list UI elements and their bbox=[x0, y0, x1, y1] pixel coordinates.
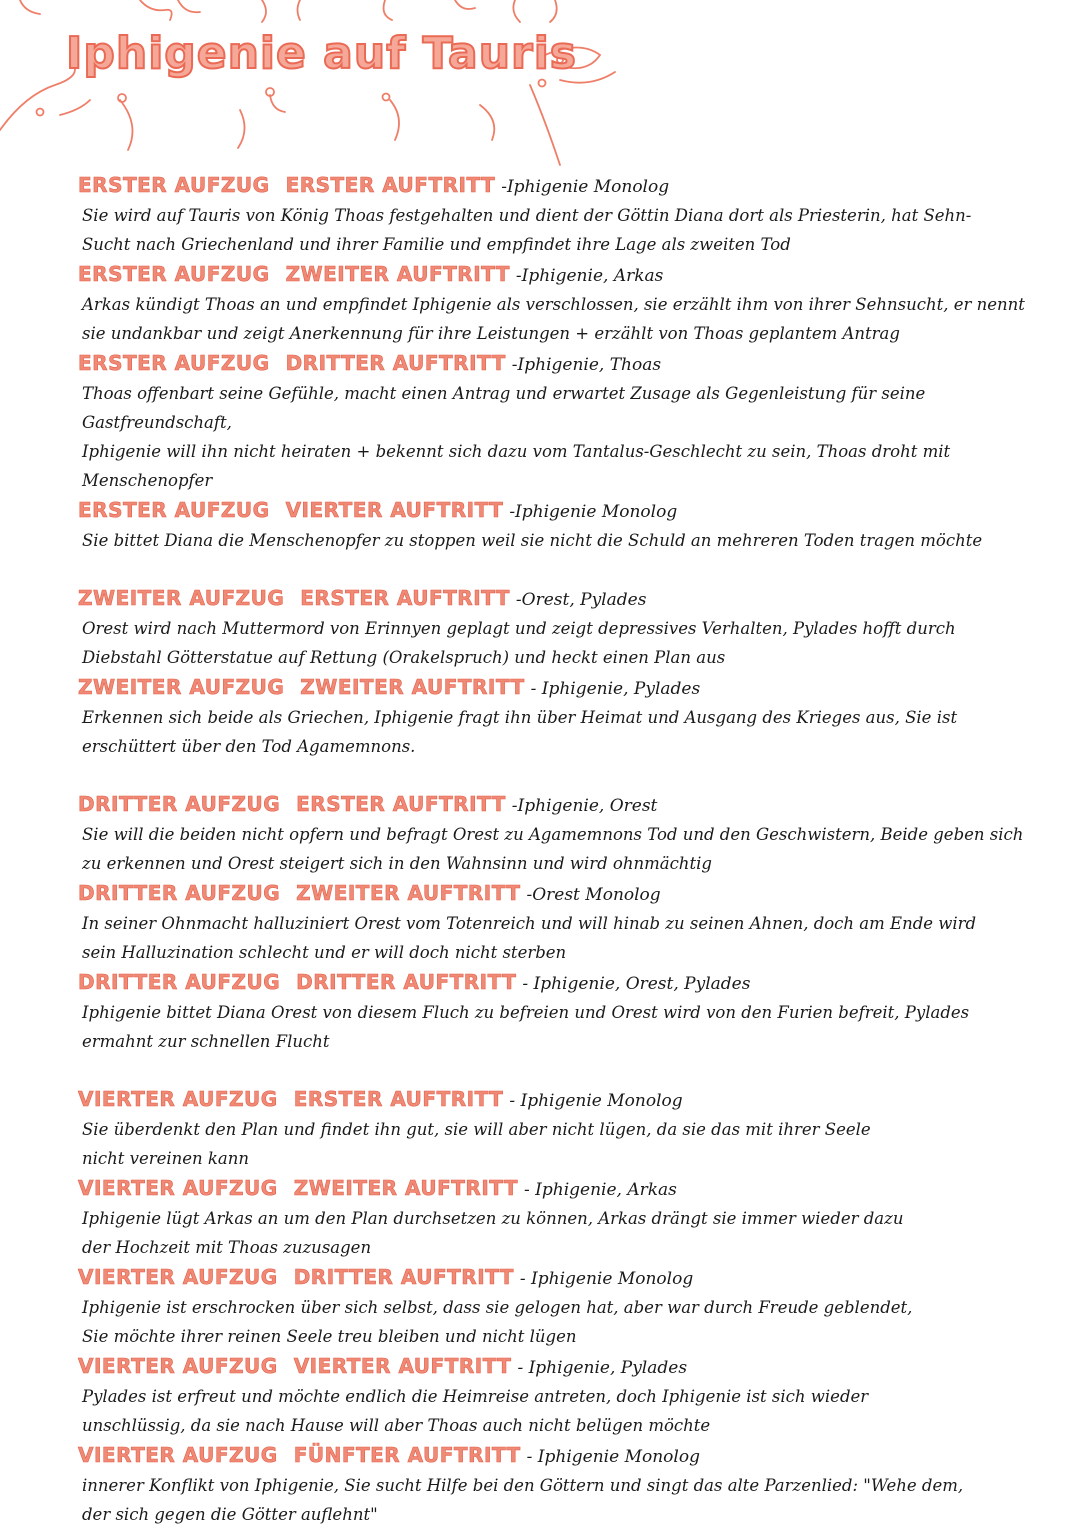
scene-persons: - Iphigenie, Arkas bbox=[524, 1180, 677, 1200]
auftritt-label: ERSTER AUFTRITT bbox=[285, 173, 496, 197]
act-label: VIERTER AUFZUG bbox=[78, 1354, 278, 1378]
scene-entry bbox=[78, 1173, 1028, 1262]
scene-persons: - Iphigenie, Pylades bbox=[530, 679, 701, 699]
auftritt-label: FÜNFTER AUFTRITT bbox=[293, 1443, 521, 1467]
scene-persons: - Iphigenie, Pylades bbox=[517, 1358, 688, 1378]
scene-summary-line: Sie wird auf Tauris von König Thoas festgehalten und dient der Göttin Diana dort als Priesterin, hat Sehn- bbox=[82, 206, 972, 225]
scene-entry bbox=[78, 259, 1028, 348]
act-label: ERSTER AUFZUG bbox=[78, 498, 270, 522]
auftritt-label: VIERTER AUFTRITT bbox=[285, 498, 504, 522]
auftritt-label: ZWEITER AUFTRITT bbox=[300, 675, 525, 699]
act-label: ZWEITER AUFZUG bbox=[78, 586, 285, 610]
act-label: DRITTER AUFZUG bbox=[78, 881, 281, 905]
scene-entry bbox=[78, 672, 1028, 761]
scene-persons: - Iphigenie Monolog bbox=[509, 1091, 683, 1111]
act-label: DRITTER AUFZUG bbox=[78, 792, 281, 816]
auftritt-label: ZWEITER AUFTRITT bbox=[285, 262, 510, 286]
scene-entry bbox=[78, 878, 1028, 967]
scene-persons: -Iphigenie, Arkas bbox=[515, 266, 664, 286]
scene-heading bbox=[78, 967, 1028, 998]
decorative-swirls bbox=[0, 0, 1080, 170]
scene-persons: -Iphigenie Monolog bbox=[501, 177, 670, 197]
scene-heading bbox=[78, 348, 1028, 379]
auftritt-label: ERSTER AUFTRITT bbox=[296, 792, 506, 816]
scene-summary-line: Iphigenie bittet Diana Orest von diesem Fluch zu befreien und Orest wird von den Furien befreit, Pylades bbox=[82, 1003, 970, 1022]
scene-summary-line: Diebstahl Götterstatue auf Rettung (Orakelspruch) und heckt einen Plan aus bbox=[82, 648, 726, 667]
auftritt-label: DRITTER AUFTRITT bbox=[285, 351, 506, 375]
scene-heading bbox=[78, 1351, 1028, 1382]
act-label: ZWEITER AUFZUG bbox=[78, 675, 285, 699]
scene-summary-line: Erkennen sich beide als Griechen, Iphigenie fragt ihn über Heimat und Ausgang des Krieges aus, Sie ist bbox=[82, 708, 958, 727]
scene-persons: -Orest Monolog bbox=[526, 885, 661, 905]
scene-persons: - Iphigenie Monolog bbox=[526, 1447, 700, 1467]
scene-entry bbox=[78, 583, 1028, 672]
scene-summary-line: sein Halluzination schlecht und er will doch nicht sterben bbox=[82, 943, 567, 962]
scene-entry bbox=[78, 1262, 1028, 1351]
scene-heading bbox=[78, 1173, 1028, 1204]
scene-summary-line: der sich gegen die Götter auflehnt" bbox=[82, 1505, 378, 1524]
scene-entry bbox=[78, 1351, 1028, 1440]
act-label: VIERTER AUFZUG bbox=[78, 1443, 278, 1467]
scene-summary-line: Iphigenie will ihn nicht heiraten + bekennt sich dazu vom Tantalus-Geschlecht zu sein, Thoas droht mit Menschenopfer bbox=[82, 442, 951, 490]
act-label: VIERTER AUFZUG bbox=[78, 1265, 278, 1289]
scene-summary-line: Sie bittet Diana die Menschenopfer zu stoppen weil sie nicht die Schuld an mehreren Toden tragen möchte bbox=[82, 531, 983, 550]
scene-persons: -Iphigenie, Thoas bbox=[511, 355, 662, 375]
scene-entry bbox=[78, 1440, 1028, 1529]
scene-summary-line: Sie will die beiden nicht opfern und befragt Orest zu Agamemnons Tod und den Geschwistern, Beide geben sich bbox=[82, 825, 1024, 844]
scene-entry bbox=[78, 967, 1028, 1056]
act-label: ERSTER AUFZUG bbox=[78, 173, 270, 197]
scene-summary-line: unschlüssig, da sie nach Hause will aber Thoas auch nicht belügen möchte bbox=[82, 1416, 711, 1435]
scene-heading bbox=[78, 1084, 1028, 1115]
scene-summary-line: nicht vereinen kann bbox=[82, 1149, 250, 1168]
scene-summary-line: In seiner Ohnmacht halluziniert Orest vom Totenreich und will hinab zu seinen Ahnen, doch am Ende wird bbox=[82, 914, 977, 933]
scene-summary-line: Thoas offenbart seine Gefühle, macht einen Antrag und erwartet Zusage als Gegenleistung für seine Gastfreundschaft, bbox=[82, 384, 926, 432]
auftritt-label: ERSTER AUFTRITT bbox=[293, 1087, 504, 1111]
act-label: ERSTER AUFZUG bbox=[78, 351, 270, 375]
scene-summary-line: Iphigenie lügt Arkas an um den Plan durchsetzen zu können, Arkas drängt sie immer wieder dazu bbox=[82, 1209, 904, 1228]
scene-summary-line: Pylades ist erfreut und möchte endlich die Heimreise antreten, doch Iphigenie ist sich wieder bbox=[82, 1387, 869, 1406]
scene-summary-line: der Hochzeit mit Thoas zuzusagen bbox=[82, 1238, 372, 1257]
scene-heading bbox=[78, 672, 1028, 703]
scene-summary-line: Sie möchte ihrer reinen Seele treu bleiben und nicht lügen bbox=[82, 1327, 577, 1346]
scene-entry bbox=[78, 789, 1028, 878]
scene-summary-line: Orest wird nach Muttermord von Erinnyen geplagt und zeigt depressives Verhalten, Pylades hofft durch bbox=[82, 619, 956, 638]
scene-persons: - Iphigenie Monolog bbox=[519, 1269, 694, 1289]
auftritt-label: ZWEITER AUFTRITT bbox=[296, 881, 521, 905]
act-label: VIERTER AUFZUG bbox=[78, 1087, 278, 1111]
scene-persons: - Iphigenie, Orest, Pylades bbox=[522, 974, 751, 994]
scene-heading bbox=[78, 1262, 1028, 1293]
scene-persons: -Iphigenie Monolog bbox=[509, 502, 678, 522]
scene-summary-line: Sucht nach Griechenland und ihrer Familie und empfindet ihre Lage als zweiten Tod bbox=[82, 235, 791, 254]
auftritt-label: ZWEITER AUFTRITT bbox=[293, 1176, 519, 1200]
scene-summary-line: sie undankbar und zeigt Anerkennung für ihre Leistungen + erzählt von Thoas geplantem Antrag bbox=[82, 324, 900, 343]
act-label: VIERTER AUFZUG bbox=[78, 1176, 278, 1200]
scene-entry bbox=[78, 1084, 1028, 1173]
scene-heading bbox=[78, 259, 1028, 290]
act-label: DRITTER AUFZUG bbox=[78, 970, 281, 994]
scene-entry bbox=[78, 495, 1028, 555]
scene-entry bbox=[78, 170, 1028, 259]
auftritt-label: ERSTER AUFTRITT bbox=[300, 586, 510, 610]
scene-summary-line: Arkas kündigt Thoas an und empfindet Iphigenie als verschlossen, sie erzählt ihm von ihrer Sehnsucht, er nennt bbox=[82, 295, 1025, 314]
scene-summary-line: zu erkennen und Orest steigert sich in den Wahnsinn und wird ohnmächtig bbox=[82, 854, 712, 873]
page-title: Iphigenie auf Tauris bbox=[66, 28, 577, 79]
scene-summary-line: Iphigenie ist erschrocken über sich selbst, dass sie gelogen hat, aber war durch Freude geblendet, bbox=[82, 1298, 913, 1317]
scene-summary-line: Sie überdenkt den Plan und findet ihn gut, sie will aber nicht lügen, da sie das mit ihrer Seele bbox=[82, 1120, 871, 1139]
scene-persons: -Iphigenie, Orest bbox=[511, 796, 658, 816]
auftritt-label: DRITTER AUFTRITT bbox=[296, 970, 517, 994]
auftritt-label: DRITTER AUFTRITT bbox=[293, 1265, 514, 1289]
scene-summary-line: innerer Konflikt von Iphigenie, Sie sucht Hilfe bei den Göttern und singt das alte Parzenlied: "Wehe dem, bbox=[82, 1476, 964, 1495]
scene-heading bbox=[78, 789, 1028, 820]
scene-heading bbox=[78, 878, 1028, 909]
scene-heading bbox=[78, 495, 1028, 526]
scene-heading bbox=[78, 170, 1028, 201]
scene-heading bbox=[78, 583, 1028, 614]
act-label: ERSTER AUFZUG bbox=[78, 262, 270, 286]
scene-entry bbox=[78, 348, 1028, 495]
scene-persons: -Orest, Pylades bbox=[515, 590, 647, 610]
scene-heading bbox=[78, 1440, 1028, 1471]
auftritt-label: VIERTER AUFTRITT bbox=[293, 1354, 512, 1378]
scene-summary-line: erschüttert über den Tod Agamemnons. bbox=[82, 737, 416, 756]
scene-summary-line: ermahnt zur schnellen Flucht bbox=[82, 1032, 330, 1051]
scene-summaries bbox=[78, 170, 1028, 1529]
